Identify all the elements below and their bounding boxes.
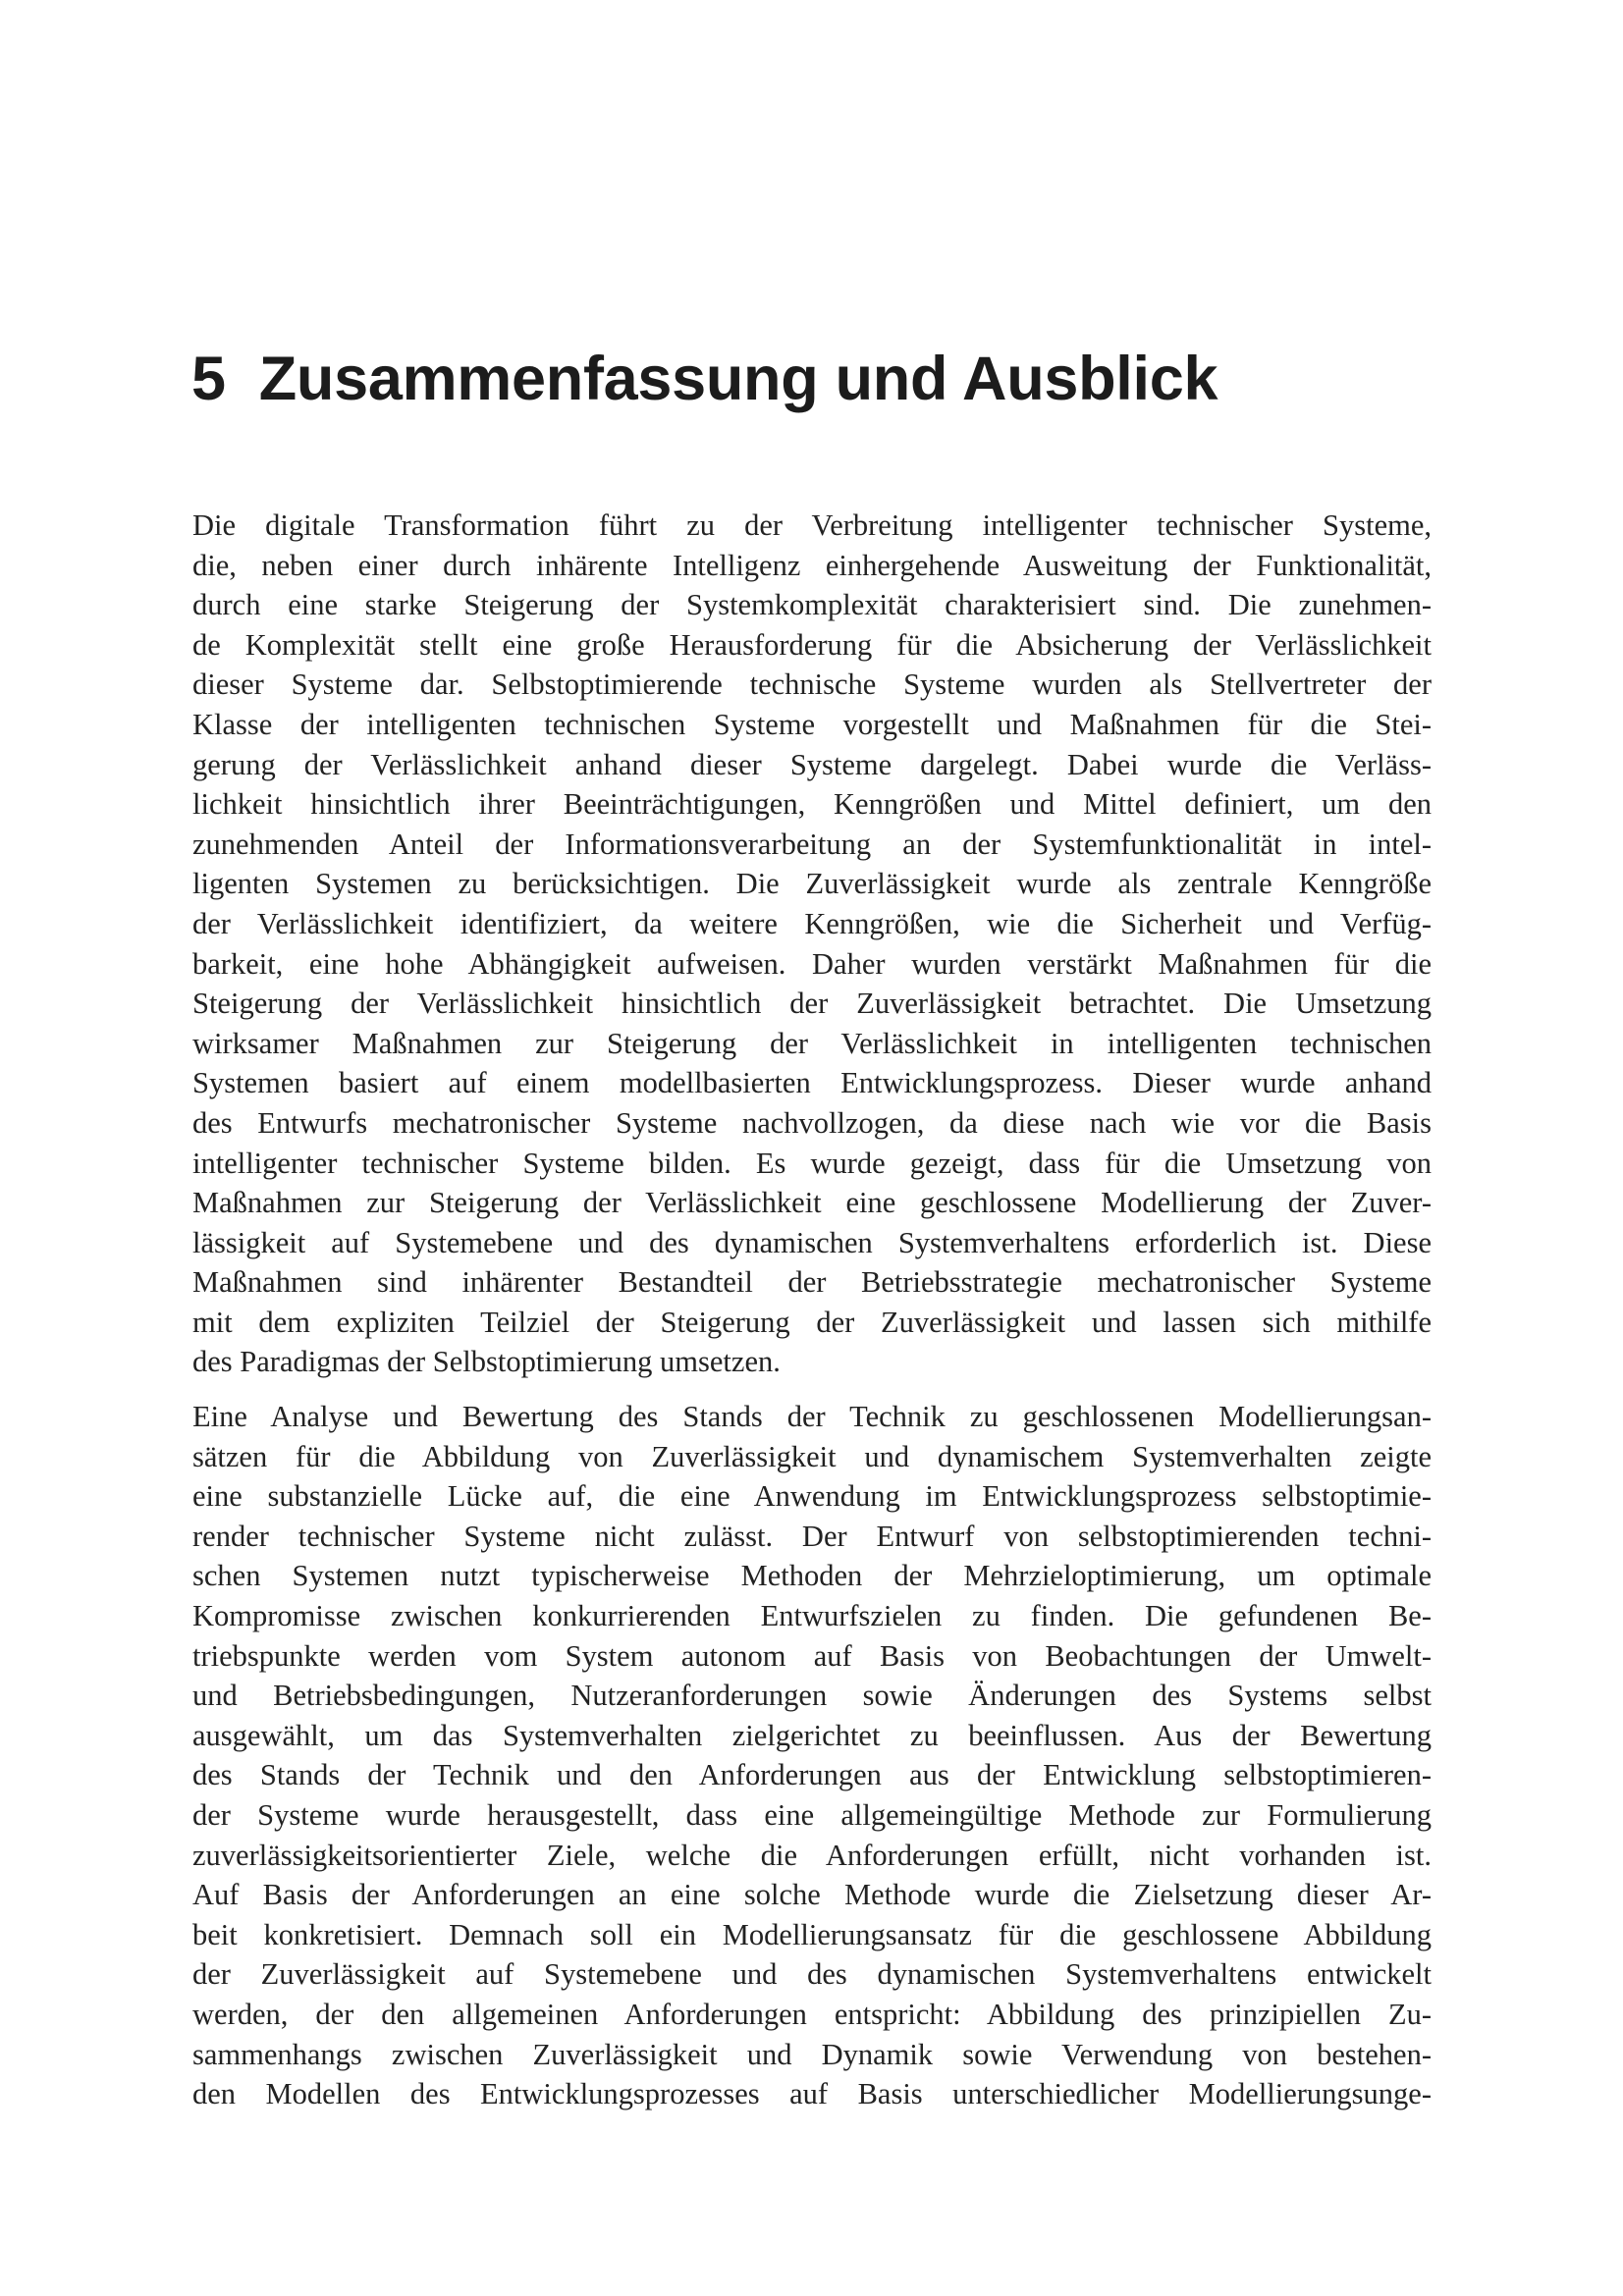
text-line: Kompromisse zwischen konkurrierenden Entwurfszielen zu finden. Die gefundenen Be- bbox=[192, 1599, 1432, 1633]
text-line: ausgewählt, um das Systemverhalten zielgerichtet zu beeinflussen. Aus der Bewertung bbox=[192, 1718, 1432, 1752]
text-line: eine substanzielle Lücke auf, die eine Anwendung im Entwicklungsprozess selbstoptimie- bbox=[192, 1479, 1432, 1514]
text-line: und Betriebsbedingungen, Nutzeranforderungen sowie Änderungen des Systems selbst bbox=[192, 1679, 1432, 1713]
chapter-heading bbox=[191, 345, 1218, 413]
text-line: den Modellen des Entwicklungsprozesses auf Basis unterschiedlicher Modellierungsunge- bbox=[192, 2077, 1432, 2111]
text-line: wirksamer Maßnahmen zur Steigerung der Verlässlichkeit in intelligenten technischen bbox=[192, 1026, 1432, 1060]
text-line: triebspunkte werden vom System autonom auf Basis von Beobachtungen der Umwelt- bbox=[192, 1638, 1432, 1673]
text-line: des Paradigmas der Selbstoptimierung umsetzen. bbox=[192, 1345, 781, 1379]
text-line: die, neben einer durch inhärente Intelligenz einhergehende Ausweitung der Funktionalität, bbox=[192, 548, 1432, 582]
text-line: Maßnahmen sind inhärenter Bestandteil der Betriebsstrategie mechatronischer Systeme bbox=[192, 1265, 1432, 1300]
text-line: Systemen basiert auf einem modellbasierten Entwicklungsprozess. Dieser wurde anhand bbox=[192, 1066, 1432, 1100]
chapter-title: Zusammenfassung und Ausblick bbox=[258, 345, 1218, 413]
text-line: de Komplexität stellt eine große Herausforderung für die Absicherung der Verlässlichkeit bbox=[192, 627, 1432, 662]
body-text bbox=[192, 506, 1432, 2114]
text-line: mit dem expliziten Teilziel der Steigerung der Zuverlässigkeit und lassen sich mithilfe bbox=[192, 1305, 1432, 1339]
text-line: Klasse der intelligenten technischen Systeme vorgestellt und Maßnahmen für die Stei- bbox=[192, 707, 1432, 741]
text-line: ligenten Systemen zu berücksichtigen. Die Zuverlässigkeit wurde als zentrale Kenngröße bbox=[192, 867, 1432, 901]
text-line: zunehmenden Anteil der Informationsverarbeitung an der Systemfunktionalität in intel- bbox=[192, 827, 1432, 861]
text-line: Die digitale Transformation führt zu der Verbreitung intelligenter technischer Systeme, bbox=[192, 508, 1432, 542]
text-line: sammenhangs zwischen Zuverlässigkeit und Dynamik sowie Verwendung von bestehen- bbox=[192, 2037, 1432, 2071]
text-line: Auf Basis der Anforderungen an eine solche Methode wurde die Zielsetzung dieser Ar- bbox=[192, 1878, 1432, 1912]
text-line: beit konkretisiert. Demnach soll ein Modellierungsansatz für die geschlossene Abbildung bbox=[192, 1917, 1432, 1951]
text-line: des Entwurfs mechatronischer Systeme nachvollzogen, da diese nach wie vor die Basis bbox=[192, 1105, 1432, 1140]
paragraph bbox=[192, 1397, 1432, 2114]
text-line: gerung der Verlässlichkeit anhand dieser Systeme dargelegt. Dabei wurde die Verläss- bbox=[192, 747, 1432, 781]
text-line: lässigkeit auf Systemebene und des dynamischen Systemverhaltens erforderlich ist. Diese bbox=[192, 1225, 1432, 1259]
text-line: zuverlässigkeitsorientierter Ziele, welche die Anforderungen erfüllt, nicht vorhanden ist. bbox=[192, 1838, 1432, 1872]
text-line: des Stands der Technik und den Anforderungen aus der Entwicklung selbstoptimieren- bbox=[192, 1758, 1432, 1792]
text-line: Maßnahmen zur Steigerung der Verlässlichkeit eine geschlossene Modellierung der Zuver- bbox=[192, 1186, 1432, 1220]
text-line: der Verlässlichkeit identifiziert, da weitere Kenngrößen, wie die Sicherheit und Verfüg- bbox=[192, 906, 1432, 940]
text-line: sätzen für die Abbildung von Zuverlässigkeit und dynamischem Systemverhalten zeigte bbox=[192, 1439, 1432, 1473]
text-line: der Zuverlässigkeit auf Systemebene und des dynamischen Systemverhaltens entwickelt bbox=[192, 1957, 1432, 1992]
text-line: intelligenter technischer Systeme bilden. Es wurde gezeigt, dass für die Umsetzung von bbox=[192, 1146, 1432, 1180]
text-line: schen Systemen nutzt typischerweise Methoden der Mehrzieloptimierung, um optimale bbox=[192, 1559, 1432, 1593]
text-line: Eine Analyse und Bewertung des Stands der Technik zu geschlossenen Modellierungsan- bbox=[192, 1400, 1432, 1434]
chapter-number: 5 bbox=[191, 345, 226, 413]
text-line: dieser Systeme dar. Selbstoptimierende technische Systeme wurden als Stellvertreter der bbox=[192, 667, 1432, 702]
text-line: durch eine starke Steigerung der Systemkomplexität charakterisiert sind. Die zunehmen- bbox=[192, 588, 1432, 622]
text-line: render technischer Systeme nicht zulässt. Der Entwurf von selbstoptimierenden techni- bbox=[192, 1519, 1432, 1553]
text-line: lichkeit hinsichtlich ihrer Beeinträchtigungen, Kenngrößen und Mittel definiert, um den bbox=[192, 787, 1432, 822]
paragraph bbox=[192, 506, 1432, 1382]
text-line: werden, der den allgemeinen Anforderungen entspricht: Abbildung des prinzipiellen Zu- bbox=[192, 1997, 1432, 2031]
text-line: Steigerung der Verlässlichkeit hinsichtlich der Zuverlässigkeit betrachtet. Die Umsetzung bbox=[192, 987, 1432, 1021]
text-line: barkeit, eine hohe Abhängigkeit aufweisen. Daher wurden verstärkt Maßnahmen für die bbox=[192, 946, 1432, 981]
text-line: der Systeme wurde herausgestellt, dass eine allgemeingültige Methode zur Formulierung bbox=[192, 1798, 1432, 1832]
